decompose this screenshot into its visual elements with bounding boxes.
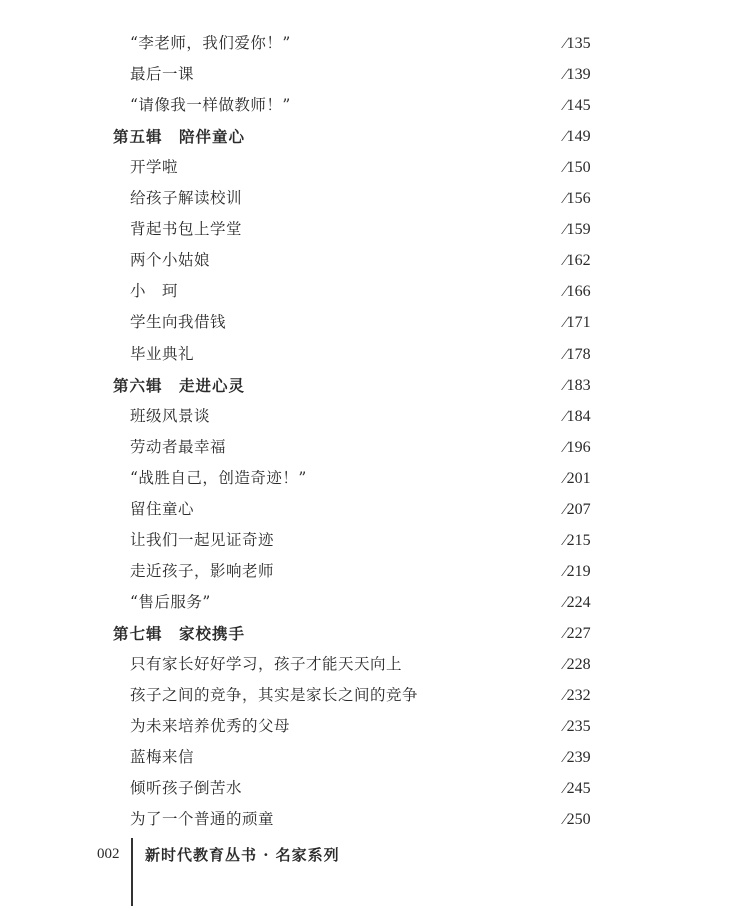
entry-page-number: ∕201: [564, 469, 591, 487]
entry-page-number: ∕227: [564, 624, 591, 642]
entry-title: 小 珂: [130, 282, 179, 301]
entry-title: “战胜自己，创造奇迹！”: [130, 468, 307, 487]
entry-page-number: ∕162: [564, 252, 591, 270]
toc-entry: [0, 494, 750, 525]
entry-page-number: ∕171: [564, 314, 591, 332]
toc-entry: [0, 59, 750, 90]
entry-title: 劳动者最幸福: [130, 437, 227, 456]
toc-entry: [0, 525, 750, 556]
entry-title: 蓝梅来信: [130, 748, 195, 767]
entry-page-number: ∕250: [564, 811, 591, 829]
entry-page-number: ∕219: [564, 562, 591, 580]
toc-entry: [0, 276, 750, 307]
entry-page-number: ∕159: [564, 221, 591, 239]
toc-entry: [0, 432, 750, 463]
entry-title: 两个小姑娘: [130, 251, 211, 270]
entry-title: 孩子之间的竞争，其实是家长之间的竞争: [130, 686, 419, 705]
toc-entry: [0, 245, 750, 276]
entry-title: 为了一个普通的顽童: [130, 810, 275, 829]
toc-entry: [0, 742, 750, 773]
entry-page-number: ∕135: [564, 35, 591, 52]
toc-entry: [0, 339, 750, 370]
entry-page-number: ∕184: [564, 407, 591, 425]
toc-entry: [0, 307, 750, 338]
entry-title: 给孩子解读校训: [130, 189, 243, 208]
entry-title: 开学啦: [130, 158, 179, 177]
toc-section-heading: [0, 370, 750, 401]
section-title: 第七辑 家校携手: [113, 623, 246, 643]
toc-section-heading: [0, 618, 750, 649]
entry-title: 学生向我借钱: [130, 313, 227, 332]
entry-page-number: ∕196: [564, 438, 591, 456]
entry-page-number: ∕224: [564, 593, 591, 611]
entry-title: 只有家长好好学习，孩子才能天天向上: [130, 655, 403, 673]
toc-entry: [0, 214, 750, 245]
entry-page-number: ∕145: [564, 97, 591, 115]
entry-page-number: ∕232: [564, 687, 591, 705]
toc-entry: [0, 183, 750, 214]
entry-title: 为未来培养优秀的父母: [130, 717, 291, 736]
entry-page-number: ∕228: [564, 656, 591, 673]
entry-title: 留住童心: [130, 499, 195, 518]
toc-entry: [0, 463, 750, 494]
entry-title: 倾听孩子倒苦水: [130, 779, 243, 798]
entry-page-number: ∕239: [564, 749, 591, 767]
toc-entry: [0, 587, 750, 618]
toc-entry: [0, 804, 750, 835]
entry-page-number: ∕156: [564, 190, 591, 208]
page-number: 002: [97, 846, 120, 862]
entry-page-number: ∕183: [564, 376, 591, 394]
entry-page-number: ∕245: [564, 780, 591, 798]
entry-title: 毕业典礼: [130, 344, 195, 363]
toc-section-heading: [0, 121, 750, 152]
entry-title: 走近孩子，影响老师: [130, 561, 275, 580]
toc-entry: [0, 28, 750, 59]
section-title: 第五辑 陪伴童心: [113, 127, 246, 147]
entry-page-number: ∕166: [564, 283, 591, 301]
series-title: 新时代教育丛书 · 名家系列: [145, 846, 340, 864]
section-title: 第六辑 走进心灵: [113, 375, 246, 395]
toc-entry: [0, 680, 750, 711]
entry-page-number: ∕215: [564, 531, 591, 549]
entry-page-number: ∕139: [564, 66, 591, 84]
toc-entry: [0, 90, 750, 121]
entry-page-number: ∕150: [564, 159, 591, 177]
entry-title: 班级风景谈: [130, 406, 211, 425]
toc-entry: [0, 773, 750, 804]
toc-entry: [0, 556, 750, 587]
entry-page-number: ∕235: [564, 718, 591, 736]
entry-title: “李老师，我们爱你！”: [130, 34, 291, 52]
page-footer: [0, 838, 750, 906]
entry-page-number: ∕178: [564, 345, 591, 363]
entry-page-number: ∕149: [564, 128, 591, 146]
toc-entry: [0, 401, 750, 432]
toc-entry: [0, 711, 750, 742]
entry-title: “请像我一样做教师！”: [130, 96, 291, 115]
entry-page-number: ∕207: [564, 500, 591, 518]
entry-title: “售后服务”: [130, 592, 211, 611]
footer-divider: [131, 838, 133, 906]
entry-title: 背起书包上学堂: [130, 220, 243, 239]
toc-entry: [0, 649, 750, 680]
entry-title: 最后一课: [130, 65, 195, 84]
toc-entry: [0, 152, 750, 183]
entry-title: 让我们一起见证奇迹: [130, 530, 275, 549]
